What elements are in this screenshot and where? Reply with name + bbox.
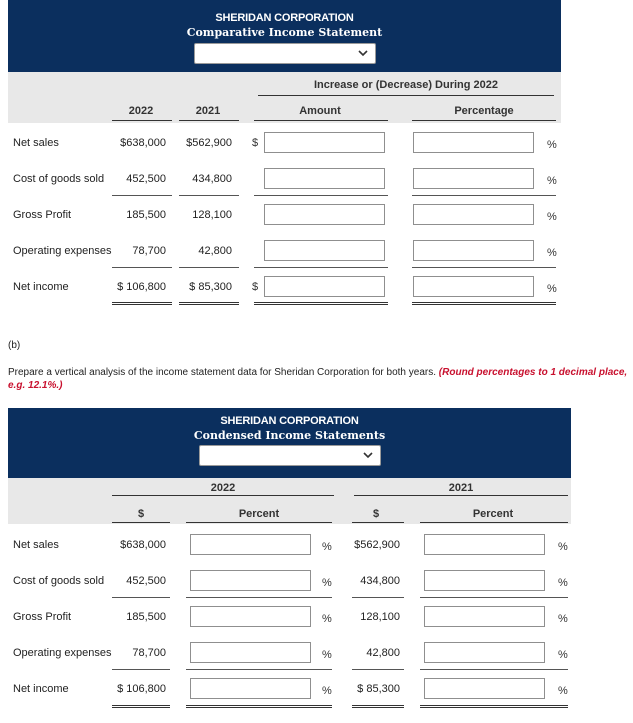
part-b-percent-2022-input[interactable] [190,642,311,663]
part-b-row-label: Net sales [13,539,59,551]
part-b-subtotal-line [186,669,332,670]
part-b-company-title: SHERIDAN CORPORATION [220,415,359,427]
part-a-amount-input[interactable] [264,204,385,225]
part-b-col-underline [352,522,404,523]
part-a-subtotal-line [254,267,388,268]
part-a-subtotal-line [412,267,556,268]
part-a-percentage-input[interactable] [413,240,534,261]
part-a-dollar-sign: $ [252,137,259,149]
part-a-subtotal-line [179,267,239,268]
part-b-row-label: Net income [13,683,69,695]
part-a-col-amount-underline [254,120,388,121]
part-b-instruction-text: Prepare a vertical analysis of the income statement data for Sheridan Corporation for both years. [8,367,437,378]
part-b-total-double-line [420,705,568,708]
part-a-col-2021: 2021 [195,105,221,117]
part-b-year-2022-underline [112,495,334,496]
part-a-row-label: Net income [13,281,69,293]
part-a-percent-sign: % [547,139,557,151]
part-b-row-value-2021: 128,100 [360,611,400,623]
part-b-row-label: Gross Profit [13,611,72,623]
part-a-col-2022-underline [112,120,172,121]
part-b-total-double-line [112,705,170,708]
part-b-row-value-2022: 78,700 [132,647,166,659]
part-a-subtotal-line [254,195,388,196]
part-a-col-percentage: Percentage [454,105,514,117]
part-a-row-value-2022: 78,700 [132,245,166,257]
part-a-subtotal-line [112,267,172,268]
part-a-dollar-sign: $ [252,281,259,293]
part-b-year-2021-underline [354,495,568,496]
part-b-row-label: Cost of goods sold [13,575,105,587]
part-b-percent-sign: % [558,685,568,697]
part-a-col-2022: 2022 [128,105,154,117]
part-b-percent-sign: % [558,613,568,625]
part-b-percent-2022-input[interactable] [190,678,311,699]
part-b-percent-sign: % [322,577,332,589]
part-b-percent-sign: % [322,613,332,625]
part-a-row-value-2021: $562,900 [186,137,232,149]
part-b-instruction [8,366,628,392]
part-a-percent-sign: % [547,283,557,295]
part-a-percentage-input[interactable] [413,276,534,297]
part-b-row-value-2022: 452,500 [126,575,166,587]
part-b-col-underline [186,522,332,523]
part-b-subtotal-line [420,669,568,670]
part-b-row-value-2022: 185,500 [126,611,166,623]
chevron-down-icon [362,451,374,459]
part-a-total-double-line [179,302,239,305]
part-a-amount-input[interactable] [264,240,385,261]
part-a-row-label: Cost of goods sold [13,173,105,185]
part-b-percent-2021-input[interactable] [424,678,545,699]
part-a-row-value-2022: $ 106,800 [117,281,166,293]
part-a-amount-input[interactable] [264,276,385,297]
part-b-percent-2021-input[interactable] [424,570,545,591]
part-b-year-2022: 2022 [210,482,236,494]
part-b-percent-sign: % [322,649,332,661]
part-a-col-amount: Amount [299,105,341,117]
part-b-subtotal-line [186,597,332,598]
part-a-row-value-2021: 42,800 [198,245,232,257]
part-a-row-value-2022: $638,000 [120,137,166,149]
part-b-percent-sign: % [322,541,332,553]
part-b-percent-2021-input[interactable] [424,606,545,627]
part-b-subtotal-line [112,669,170,670]
part-b-col-dollar-2021: $ [372,508,380,520]
part-a-total-double-line [412,302,556,305]
part-b-row-value-2021: 42,800 [366,647,400,659]
part-b-row-value-2022: $ 106,800 [117,683,166,695]
part-b-col-underline [112,522,170,523]
part-b-statement-title: Condensed Income Statements [193,429,386,442]
part-b-total-double-line [352,705,404,708]
part-a-amount-input[interactable] [264,168,385,189]
part-b-percent-sign: % [558,649,568,661]
part-a-group-underline [258,95,554,96]
part-b-marker: (b) [8,340,21,351]
part-b-row-value-2021: 434,800 [360,575,400,587]
part-a-col-2021-underline [179,120,239,121]
part-b-percent-2022-input[interactable] [190,606,311,627]
part-b-col-percent-2021: Percent [472,508,514,520]
part-a-row-value-2021: 434,800 [192,173,232,185]
part-b-row-value-2021: $ 85,300 [357,683,400,695]
part-b-percent-2021-input[interactable] [424,534,545,555]
part-b-percent-2021-input[interactable] [424,642,545,663]
part-a-row-label: Net sales [13,137,59,149]
part-b-subtotal-line [352,597,404,598]
part-a-row-label: Gross Profit [13,209,72,221]
part-a-percentage-input[interactable] [413,204,534,225]
part-a-percent-sign: % [547,247,557,259]
part-a-col-percentage-underline [412,120,556,121]
part-b-subtotal-line [420,597,568,598]
part-a-row-value-2022: 452,500 [126,173,166,185]
part-a-percentage-input[interactable] [413,132,534,153]
part-a-company-title: SHERIDAN CORPORATION [215,12,354,24]
part-a-percent-sign: % [547,211,557,223]
part-b-percent-2022-input[interactable] [190,570,311,591]
part-a-total-double-line [112,302,172,305]
part-b-total-double-line [186,705,332,708]
part-a-subtotal-line [412,195,556,196]
part-a-statement-title: Comparative Income Statement [186,26,383,39]
part-a-subtotal-line [179,195,239,196]
part-b-percent-sign: % [558,541,568,553]
part-b-percent-sign: % [322,685,332,697]
part-a-percent-sign: % [547,175,557,187]
part-b-year-2021: 2021 [448,482,474,494]
part-a-row-label: Operating expenses [13,245,112,257]
part-b-percent-2022-input[interactable] [190,534,311,555]
part-a-total-double-line [254,302,388,305]
part-b-row-value-2021: $562,900 [354,539,400,551]
part-a-row-value-2022: 185,500 [126,209,166,221]
part-a-group-header: Increase or (Decrease) During 2022 [313,79,499,91]
part-b-row-label: Operating expenses [13,647,112,659]
chevron-down-icon [357,49,369,57]
part-a-amount-input[interactable] [264,132,385,153]
part-a-subtotal-line [112,195,172,196]
part-b-percent-sign: % [558,577,568,589]
part-b-row-value-2022: $638,000 [120,539,166,551]
part-b-header-banner [8,408,571,478]
part-a-row-value-2021: 128,100 [192,209,232,221]
part-b-col-percent-2022: Percent [238,508,280,520]
part-a-row-value-2021: $ 85,300 [189,281,232,293]
part-b-col-underline [420,522,568,523]
part-b-statement-dropdown[interactable] [199,445,381,466]
part-b-subtotal-line [112,597,170,598]
part-a-percentage-input[interactable] [413,168,534,189]
part-b-col-dollar-2022: $ [137,508,145,520]
part-a-statement-dropdown[interactable] [194,43,376,64]
part-b-rounding-note: (Round percentages to 1 decimal place, e.g. 12.1%.) [8,367,628,391]
part-b-subtotal-line [352,669,404,670]
